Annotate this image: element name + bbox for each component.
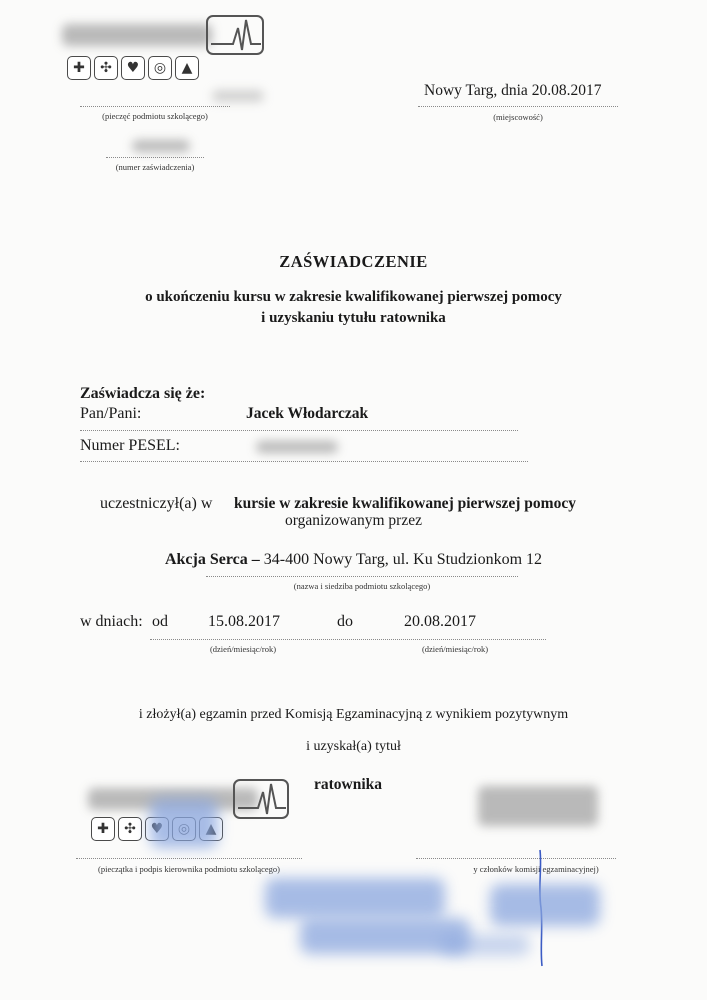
fan-icon: ✣ — [118, 817, 142, 841]
head-signature-dotted-line — [76, 858, 302, 859]
organizer-caption: (nazwa i siedziba podmiotu szkolącego) — [293, 581, 431, 591]
name-label: Pan/Pani: — [80, 405, 142, 422]
document-subtitle-line1: o ukończeniu kursu w zakresie kwalifikowanej pierwszej pomocy — [145, 289, 562, 305]
redacted-committee-names — [478, 786, 598, 826]
head-signature-caption: (pieczątka i podpis kierownika podmiotu szkolącego) — [98, 864, 280, 874]
stamp-pulse-logo — [205, 14, 267, 61]
certifies-intro: Zaświadcza się że: — [80, 385, 206, 402]
committee-caption: y członków komisji egzaminacyjnej) — [473, 864, 599, 874]
place-dotted-line — [418, 106, 618, 107]
dates-dotted-line — [150, 639, 546, 640]
organizer-name: Akcja Serca – — [164, 551, 260, 568]
redacted-head-signature — [150, 798, 218, 848]
organizer-address: 34-400 Nowy Targ, ul. Ku Studzionkom 12 — [259, 551, 543, 568]
redacted-certificate-number — [132, 140, 190, 152]
date-from-label: od — [152, 613, 168, 630]
redacted-stamp-text — [62, 24, 212, 46]
organized-by-label: organizowanym przez — [284, 512, 422, 529]
name-dotted-line — [80, 430, 518, 431]
course-name: kursie w zakresie kwalifikowanej pierwszej pomocy — [234, 495, 576, 512]
place-caption: (miejscowość) — [493, 112, 543, 122]
date-to-value: 20.08.2017 — [404, 613, 476, 630]
date-to-label: do — [337, 613, 353, 630]
heart-monitor-icon: ♥ — [121, 56, 145, 80]
date-to-caption: (dzień/miesiąc/rok) — [421, 644, 489, 654]
organizer — [0, 551, 707, 569]
cert-number-caption: (numer zaświadczenia) — [115, 162, 195, 172]
plus-icon: ✚ — [67, 56, 91, 80]
committee-dotted-line — [416, 858, 616, 859]
place-date: Nowy Targ, dnia 20.08.2017 — [424, 82, 602, 99]
obtained-statement: i uzyskał(a) tytuł — [306, 739, 401, 754]
fan-icon: ✣ — [94, 56, 118, 80]
document-title: ZAŚWIADCZENIE — [279, 252, 428, 271]
stamp-dotted-line — [80, 106, 230, 107]
head-stamp-pulse-logo — [232, 778, 292, 825]
dates-label: w dniach: — [80, 613, 143, 630]
pesel-label: Numer PESEL: — [80, 437, 180, 454]
redacted-committee-signature — [490, 884, 600, 926]
document-subtitle-line2: i uzyskaniu tytułu ratownika — [261, 310, 446, 326]
stamp-caption: (pieczęć podmiotu szkolącego) — [102, 111, 208, 121]
stamp-icon-row — [67, 56, 199, 80]
lifebuoy-icon: ◎ — [148, 56, 172, 80]
pesel-dotted-line — [80, 461, 528, 462]
exam-statement: i złożył(a) egzamin przed Komisją Egzaminacyjną z wynikiem pozytywnym — [138, 707, 569, 722]
cert-number-dotted-line — [106, 157, 204, 158]
date-from-caption: (dzień/miesiąc/rok) — [209, 644, 277, 654]
redacted-stamp-text — [212, 90, 264, 102]
date-from-value: 15.08.2017 — [208, 613, 280, 630]
redacted-pesel — [256, 441, 338, 453]
plus-icon: ✚ — [91, 817, 115, 841]
participated-label: uczestniczył(a) w — [100, 495, 213, 512]
name-value: Jacek Włodarczak — [246, 405, 369, 422]
title-value: ratownika — [314, 776, 383, 793]
tree-icon: ▲ — [175, 56, 199, 80]
redacted-committee-signature — [440, 934, 530, 956]
redacted-committee-signature — [265, 878, 445, 918]
organizer-dotted-line — [206, 576, 518, 577]
